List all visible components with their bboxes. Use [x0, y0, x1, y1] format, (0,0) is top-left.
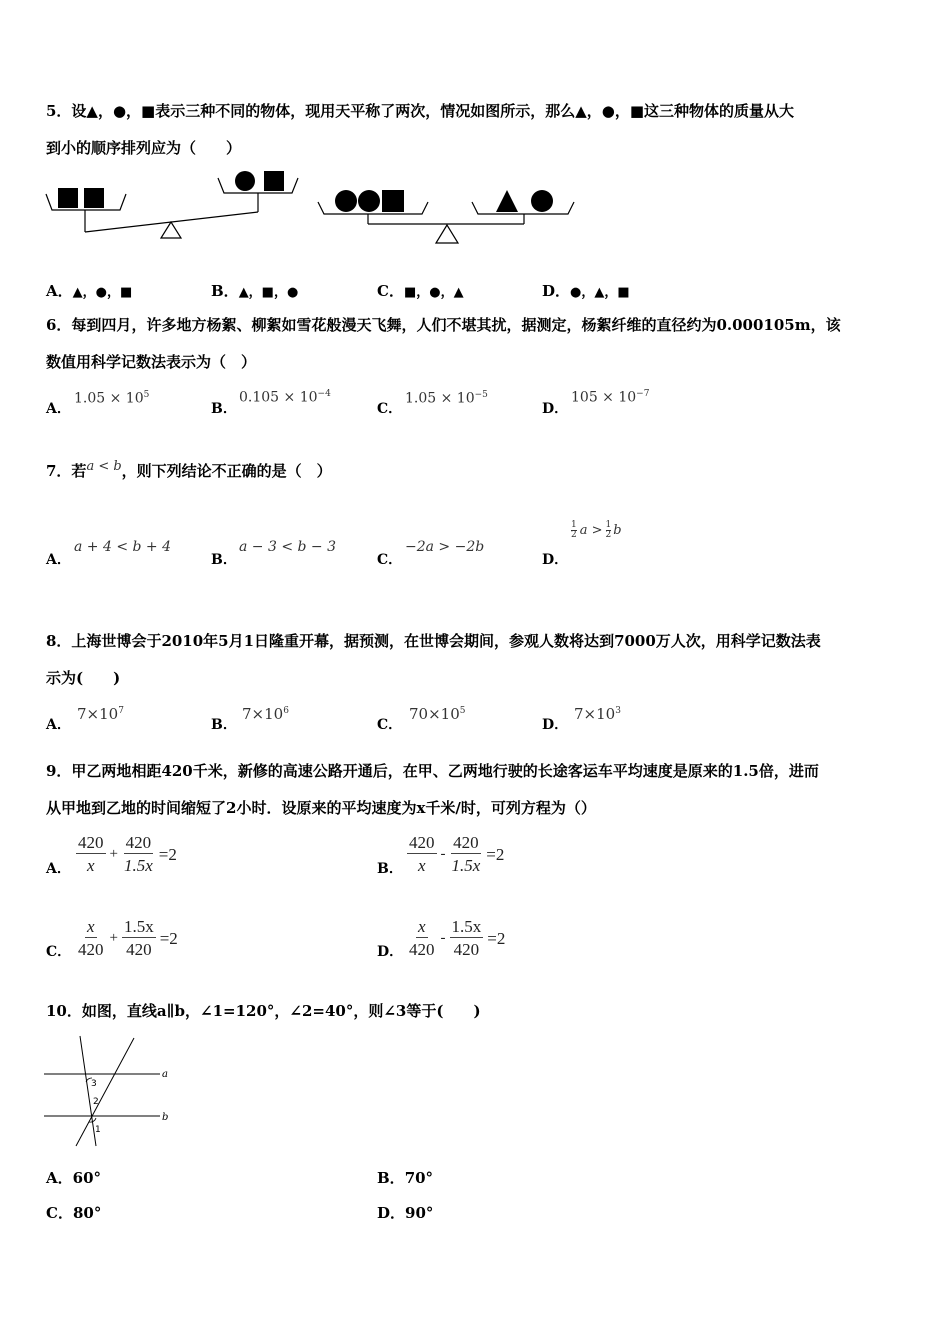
q10-option-a[interactable]: A．60°	[46, 1169, 102, 1187]
q5-option-c[interactable]: C．■，●，▲	[377, 282, 464, 300]
parallel-lines-figure	[44, 1034, 176, 1148]
q6-option-b-expr[interactable]: $0.105 \times 10^{-4}$	[239, 389, 331, 406]
q10-option-c[interactable]: C．80°	[46, 1204, 102, 1222]
square-shape	[264, 171, 284, 191]
q6-option-a-label[interactable]: A．	[46, 401, 71, 417]
circle-shape	[531, 190, 553, 212]
fulcrum-triangle	[161, 222, 181, 238]
angle-2-label: 2	[93, 1097, 99, 1107]
fulcrum-triangle	[436, 225, 458, 243]
q7-option-b-expr[interactable]: a − 3 < b − 3	[239, 539, 337, 555]
q8-option-a-label[interactable]: A．	[46, 717, 71, 733]
q8-option-c-label[interactable]: C．	[377, 717, 403, 733]
line-a-label: a	[162, 1069, 168, 1080]
q9-option-a-equation[interactable]: $\frac{420}{x}$ + $\frac{420}{1.5x}$ =2	[78, 833, 177, 875]
q5-stem-line1: 5．设▲，●，■表示三种不同的物体，现用天平称了两次，情况如图所示，那么▲，●，■这三种物体的质量从大	[46, 102, 795, 120]
square-shape	[382, 190, 404, 212]
q6-option-a-expr[interactable]: $1.05 \times 10^5$	[74, 390, 150, 407]
q7-option-a-label[interactable]: A．	[46, 552, 71, 568]
q7-stem: 7．若a < b，则下列结论不正确的是（ ）	[46, 459, 332, 480]
right-pan	[472, 202, 574, 214]
transversal-2	[76, 1038, 134, 1146]
q8-option-b-label[interactable]: B．	[211, 717, 237, 733]
angle-3-label: 3	[91, 1079, 97, 1089]
q9-option-a-label[interactable]: A．	[46, 861, 71, 877]
q9-option-d-label[interactable]: D．	[377, 944, 404, 960]
q8-option-d-expr[interactable]: $7\times 10^3$	[574, 705, 621, 723]
square-shape	[84, 188, 104, 208]
q7-option-d-label[interactable]: D．	[542, 552, 569, 568]
q8-stem-line1: 8．上海世博会于2010年5月1日隆重开幕，据预测，在世博会期间，参观人数将达到7000万人次，用科学记数法表	[46, 632, 821, 650]
circle-shape	[235, 171, 255, 191]
q10-stem: 10．如图，直线a∥b，∠1=120°，∠2=40°，则∠3等于( )	[46, 1002, 481, 1020]
q7-option-c-label[interactable]: C．	[377, 552, 403, 568]
q9-stem-line2: 从甲地到乙地的时间缩短了2小时．设原来的平均速度为x千米/时，可列方程为（）	[46, 799, 596, 817]
q6-stem-line1: 6．每到四月，许多地方杨絮、柳絮如雪花般漫天飞舞，人们不堪其扰，据测定，杨絮纤维的直径约为0.000105m，该	[46, 316, 841, 334]
q7-option-b-label[interactable]: B．	[211, 552, 237, 568]
q8-option-b-expr[interactable]: $7\times 10^6$	[242, 705, 289, 723]
q9-stem-line1: 9．甲乙两地相距420千米，新修的高速公路开通后，在甲、乙两地行驶的长途客运车平均速度是原来的1.5倍，进而	[46, 762, 819, 780]
q6-option-c-expr[interactable]: $1.05 \times 10^{-5}$	[405, 390, 488, 407]
q7-option-d-expr[interactable]: 1 2 a > 1 2 b	[571, 520, 622, 540]
circle-shape	[358, 190, 380, 212]
q5-stem-line2: 到小的顺序排列应为（ ）	[46, 139, 242, 157]
balance-figure-1	[44, 168, 306, 244]
square-shape	[58, 188, 78, 208]
q6-option-d-label[interactable]: D．	[542, 401, 569, 417]
q6-stem-line2: 数值用科学记数法表示为（ ）	[46, 353, 257, 371]
q9-option-b-equation[interactable]: $\frac{420}{x}$ - $\frac{420}{1.5x}$ =2	[409, 833, 505, 875]
balance-figure-2	[316, 184, 578, 248]
q8-option-d-label[interactable]: D．	[542, 717, 569, 733]
q10-option-b[interactable]: B．70°	[377, 1169, 434, 1187]
q6-option-b-label[interactable]: B．	[211, 401, 237, 417]
line-b-label: b	[162, 1112, 169, 1123]
q9-option-c-label[interactable]: C．	[46, 944, 72, 960]
q8-option-a-expr[interactable]: $7\times 10^7$	[77, 705, 124, 723]
circle-shape	[335, 190, 357, 212]
angle-1-label: 1	[95, 1125, 101, 1135]
q8-stem-line2: 示为( )	[46, 669, 121, 687]
q6-option-c-label[interactable]: C．	[377, 401, 403, 417]
q9-option-b-label[interactable]: B．	[377, 861, 403, 877]
q10-option-d[interactable]: D．90°	[377, 1204, 434, 1222]
q7-option-a-expr[interactable]: a + 4 < b + 4	[74, 539, 172, 555]
q9-option-d-equation[interactable]: $\frac{x}{420}$ - $\frac{1.5x}{420}$ =2	[409, 917, 506, 959]
q5-option-b[interactable]: B．▲，■，●	[211, 282, 299, 300]
q9-option-c-equation[interactable]: $\frac{x}{420}$ + $\frac{1.5x}{420}$ =2	[78, 917, 178, 959]
transversal-1	[80, 1036, 96, 1146]
right-pan	[218, 178, 298, 193]
q7-option-c-expr[interactable]: −2a > −2b	[405, 539, 485, 555]
q6-option-d-expr[interactable]: $105 \times 10^{-7}$	[571, 389, 650, 406]
q5-option-a[interactable]: A．▲，●，■	[46, 282, 133, 300]
q8-option-c-expr[interactable]: $70\times 10^5$	[409, 705, 466, 723]
q5-option-d[interactable]: D．●，▲，■	[542, 282, 630, 300]
triangle-shape	[496, 190, 518, 212]
